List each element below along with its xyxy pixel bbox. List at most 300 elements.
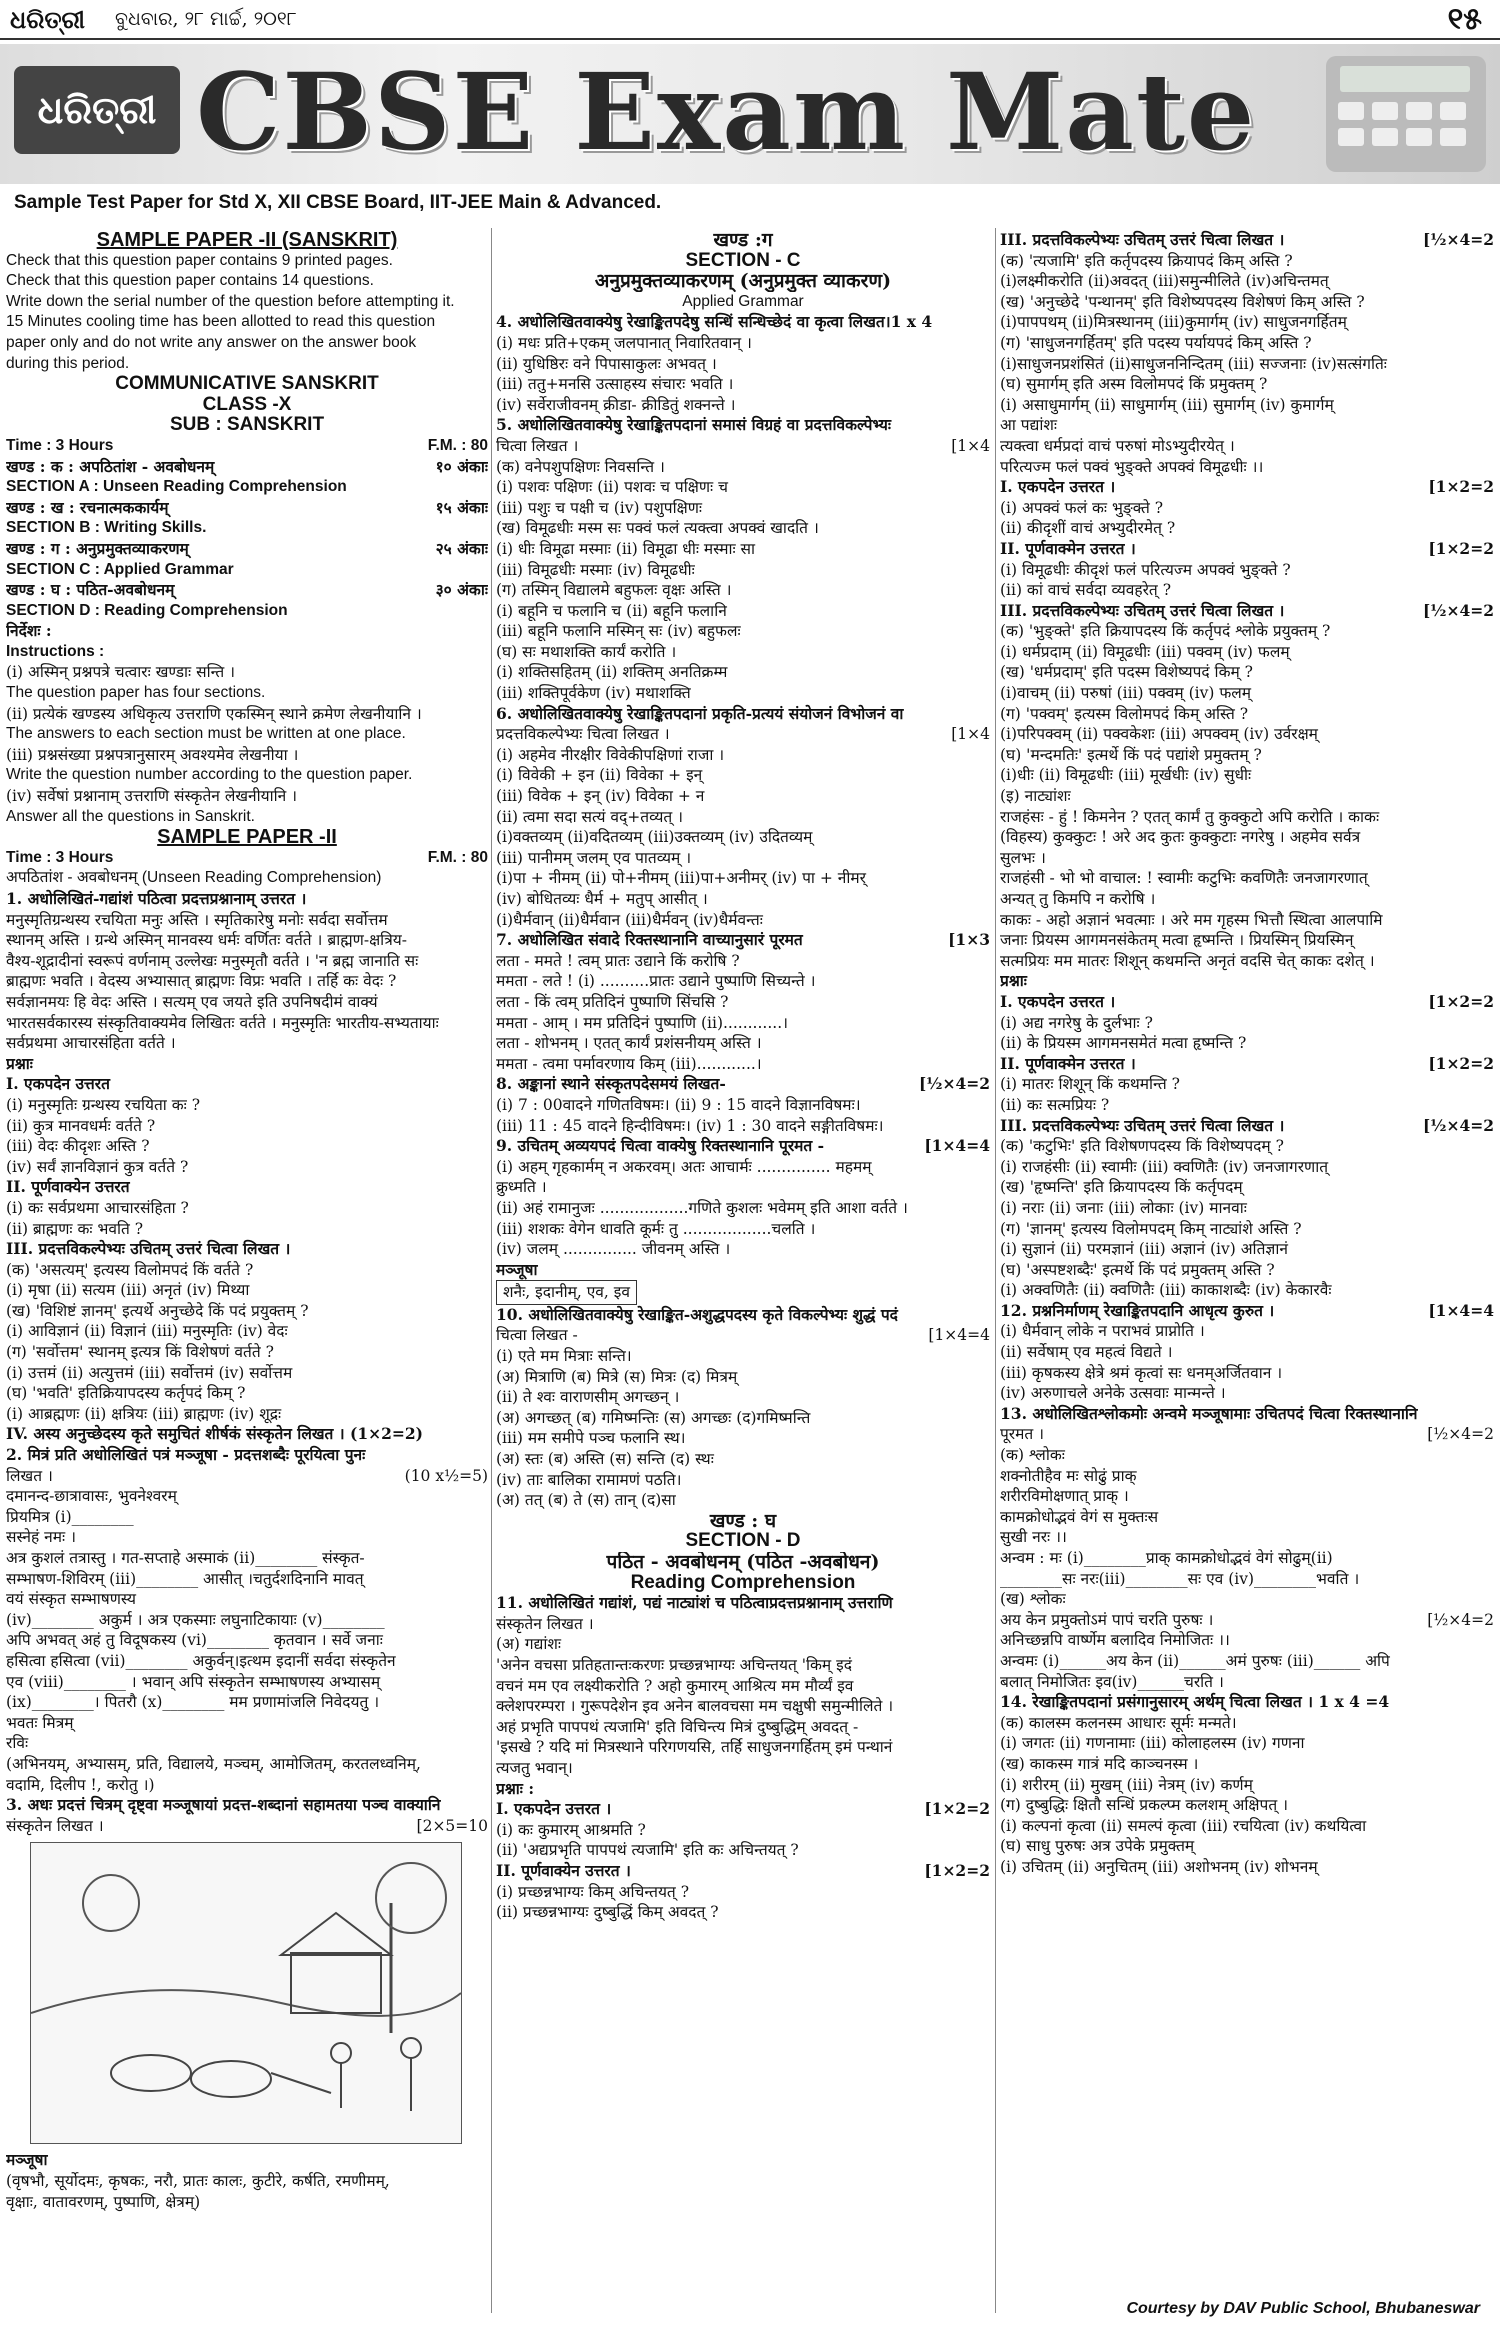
line-text: (ग) 'पक्वम्' इत्यस्म विलोमपदं किम् अस्ति ? [1000, 704, 1249, 723]
text-line [496, 1676, 990, 1697]
line-text: लिखत । [6, 1466, 53, 1485]
text-line [1000, 1074, 1494, 1095]
text-line [6, 1219, 488, 1240]
line-text: जनाः प्रियस्म आगमनसंकेतम् मत्वा हृष्मन्ति । प्रियस्मिन् प्रियस्मिन् [1000, 931, 1354, 950]
text-line [496, 1074, 990, 1095]
text-line [496, 436, 990, 457]
text-line [1000, 683, 1494, 704]
text-line [1000, 292, 1494, 313]
line-right-text: १० अंकाः [435, 456, 488, 476]
text-line [1000, 1527, 1494, 1548]
line-text: (i) धर्मप्रदाम् (ii) विमूढधीः (iii) पक्वम् (iv) फलम् [1000, 642, 1290, 661]
line-text: (ii) ते श्वः वाराणसीम् अगच्छन् । [496, 1388, 680, 1407]
text-line [1000, 910, 1494, 931]
line-text: Applied Grammar [682, 292, 804, 310]
line-text: (iii) ततु+मनसि उत्साहस्य संचारः भवति । [496, 375, 734, 394]
line-text: (iv) ताः बालिका रामामणं पठति। [496, 1470, 682, 1489]
line-text: Check that this question paper contains 14 questions. [6, 272, 374, 290]
text-line [1000, 1280, 1494, 1301]
text-line [6, 704, 488, 725]
text-line [496, 251, 990, 272]
line-text: SECTION D : Reading Comprehension [6, 601, 288, 619]
line-text: (i) नराः (ii) जनाः (iii) लोकाः (iv) मानवाः [1000, 1198, 1247, 1217]
text-line [496, 1177, 990, 1198]
line-right-text: [½×4=2 [918, 1074, 990, 1094]
line-text: (क) 'कटुभिः' इति विशेषणपदस्य किं विशेष्यपदम् ? [1000, 1137, 1284, 1156]
line-text: (i) बहूनि च फलानि च (ii) बहूनि फलानि [496, 601, 727, 620]
line-text: 10. अधोलिखितवाक्येषु रेखाङ्कित-अशुद्धपदस्य कृते विकल्पेभ्यः शुद्धं पदं [496, 1304, 898, 1324]
line-text: 4. अधोलिखितवाक्येषु रेखाङ्कितपदेषु सन्धिं सन्धिच्छेदं वा कृत्वा लिखत।1 x 4 [496, 312, 933, 332]
line-text: रविः [6, 1734, 29, 1753]
text-line [1000, 601, 1494, 622]
line-text: (iv) सर्वेषां प्रश्नानाम् उत्तराणि संस्कृतेन लेखनीयानि । [6, 787, 298, 806]
line-right-text: २५ अंकाः [435, 538, 488, 558]
line-text: (i)धैर्मवान् (ii)धैर्मवान (iii)धैर्मवन् (iv)धैर्मवन्तः [496, 910, 763, 929]
text-line [6, 1095, 488, 1116]
text-line [1000, 1733, 1494, 1754]
text-line [496, 1054, 990, 1075]
line-right-text: ३० अंकाः [435, 580, 488, 600]
text-line [496, 910, 990, 931]
text-line [1000, 1569, 1494, 1590]
line-text: सुखी नरः ।। [1000, 1528, 1067, 1547]
line-text: (i)पापपथम् (ii)मित्रस्थानम् (iii)कुमार्गम् (iv) साधुजनगर्हितम् [1000, 313, 1347, 332]
line-text: (ग) 'ज्ञानम्' इत्यस्य विलोमपदम् किम् नाट्यांशे अस्ति ? [1000, 1219, 1302, 1238]
text-line [6, 1424, 488, 1445]
line-text: (iv) सर्वं ज्ञानविज्ञानं कुत्र वर्तते ? [6, 1157, 189, 1176]
line-text: मञ्जूषा [6, 2150, 48, 2170]
line-text: (iv)________ अकुर्म । अत्र एकस्माः लघुनाटिकायाः (v)________ [6, 1610, 385, 1629]
tagline: Sample Test Paper for Std X, XII CBSE Board, IIT-JEE Main & Advanced. [14, 192, 662, 213]
line-text: वृक्षाः, वातावरणम्, पुष्पाणि, क्षेत्रम्) [6, 2192, 201, 2211]
line-text: II. पूर्णवाक्येन उत्तरत [6, 1177, 130, 1197]
line-text: अनुप्रमुक्तव्याकरणम् (अनुप्रमुक्त व्याकरण) [594, 271, 892, 292]
text-line [6, 930, 488, 951]
text-line [1000, 1363, 1494, 1384]
text-line [6, 354, 488, 375]
line-text: 'अनेन वचसा प्रतिहतान्तःकरणः प्रच्छन्नभाग्यः अचिन्तयत् 'किम् इदं [496, 1655, 852, 1674]
text-line [1000, 1672, 1494, 1693]
text-line [1000, 1507, 1494, 1528]
line-text: लता - शोभनम् । एतत् कार्यं प्रशंसनीयम् अस्ति । [496, 1034, 762, 1053]
text-line [496, 477, 990, 498]
issue-date: ବୁଧବାର, ୨୮ ମାର୍ଚ୍ଚ, ୨୦୧୮ [114, 8, 297, 30]
line-right-text: [1×4 [951, 725, 990, 744]
text-line [6, 1033, 488, 1054]
text-line [6, 2150, 488, 2171]
text-line [496, 498, 990, 519]
text-line [1000, 1713, 1494, 1734]
text-line [496, 1116, 990, 1137]
line-text: प्रदत्तविकल्पेभ्यः चित्वा लिखत । [496, 725, 670, 744]
line-text: (घ) सुमार्गम् इति अस्म विलोमपदं किं प्रमुक्तम् ? [1000, 375, 1268, 394]
text-line [1000, 807, 1494, 828]
text-line [496, 580, 990, 601]
line-text: निर्देशः : [6, 621, 52, 641]
line-text: (iii) वेदः कीदृशः अस्ति ? [6, 1137, 150, 1156]
text-line [496, 292, 990, 313]
text-line [1000, 271, 1494, 292]
text-line [6, 951, 488, 972]
text-line [496, 683, 990, 704]
text-line [6, 1651, 488, 1672]
text-line [1000, 1795, 1494, 1816]
text-line [1000, 560, 1494, 581]
text-line [496, 1280, 990, 1305]
line-right-text: [½×4=2 [1422, 230, 1494, 249]
line-text: खण्ड : ग : अनुप्रमुक्तव्याकरणम् [6, 538, 189, 558]
text-line [496, 745, 990, 766]
text-line [6, 2192, 488, 2213]
text-line [6, 1363, 488, 1384]
text-line [6, 1795, 488, 1816]
line-text: III. प्रदत्तविकल्पेभ्यः उचितम् उत्तरं चित्वा लिखत । [1000, 1115, 1285, 1135]
line-right-text: [1×2=2 [924, 1860, 990, 1880]
line-text: पठित - अवबोधनम् (पठित -अवबोधन) [606, 1552, 880, 1573]
text-line [1000, 868, 1494, 889]
line-text: शरीरविमोक्षणात् प्राक् । [1000, 1487, 1129, 1506]
line-text: (i) मृषा (ii) सत्यम (iii) अनृतं (iv) मिथ्या [6, 1281, 250, 1300]
line-text: Time : 3 Hours [6, 436, 114, 454]
line-text: (ii) कः सत्मप्रियः ? [1000, 1095, 1110, 1114]
line-text: 1. अधोलिखितं-गद्यांशं पठित्वा प्रदत्तप्रश्नानाम् उत्तरत । [6, 889, 307, 908]
line-text: 2. मित्रं प्रति अधोलिखितं पत्रं मञ्जूषा - प्रदत्तशब्दैः पूरयित्वा पुनः [6, 1445, 366, 1465]
text-line [1000, 395, 1494, 416]
line-right-text: [1×2=2 [1428, 477, 1494, 497]
text-line [6, 395, 488, 416]
line-text: (अभिनयम्, अभ्यासम्, प्रति, विद्यालये, मञ्चम्, आमोजितम्, करतलध्वनिम्, [6, 1754, 421, 1773]
text-line [496, 230, 990, 251]
text-line [496, 1655, 990, 1676]
text-line [1000, 498, 1494, 519]
line-text: (iii) प्रश्नसंख्या प्रश्नपत्रानुसारम् अवश्यमेव लेखनीया । [6, 745, 299, 764]
line-text: (घ) 'मन्दमतिः' इत्मर्थे किं पदं पद्यांशे प्रमुक्तम् ? [1000, 745, 1262, 764]
text-line [6, 1775, 488, 1796]
text-line [1000, 1033, 1494, 1054]
text-line [6, 1383, 488, 1404]
line-text: (iii) मम समीपे पञ्च फलानि स्थ। [496, 1429, 686, 1448]
text-line [496, 1387, 990, 1408]
text-line [6, 498, 488, 519]
text-line [496, 1325, 990, 1346]
text-line [496, 457, 990, 478]
text-line [1000, 1404, 1494, 1425]
line-text: 13. अधोलिखितश्लोकमोः अन्वमे मञ्जूषामाः उचितपदं चित्वा रिक्तस्थानानि [1000, 1403, 1418, 1423]
text-line [6, 333, 488, 354]
line-text: 5. अधोलिखितवाक्येषु रेखाङ्कितपदानां समासं विग्रहं वा प्रदत्तविकल्पेभ्यः [496, 415, 892, 435]
line-text: (ख) 'हृष्मन्ति' इति क्रियापदस्य किं कर्तृपदम् [1000, 1178, 1243, 1197]
line-text: ममता - त्वमा पर्मावरणाय किम् (iii)............। [496, 1054, 762, 1073]
text-line [496, 1239, 990, 1260]
line-text: लता - किं त्वम् प्रतिदिनं पुष्पाणि सिंचसि ? [496, 992, 729, 1011]
line-text: COMMUNICATIVE SANSKRIT [115, 374, 379, 395]
text-line [1000, 1301, 1494, 1322]
text-line [1000, 992, 1494, 1013]
line-text: (ख) विमूढधीः मस्म सः पक्वं फलं त्यक्त्वा अपक्वं खादति । [496, 519, 819, 538]
text-line [6, 580, 488, 601]
text-line [1000, 1260, 1494, 1281]
text-line [496, 1882, 990, 1903]
line-text: (i)धीः (ii) विमूढधीः (iii) मूर्खधीः (iv) सुधीः [1000, 766, 1252, 785]
text-line [6, 1342, 488, 1363]
line-text: संस्कृतेन लिखत । [6, 1816, 104, 1835]
text-line [496, 271, 990, 292]
text-line [6, 683, 488, 704]
line-text: (अ) गद्यांशः [496, 1635, 562, 1654]
text-line [6, 1157, 488, 1178]
text-line [1000, 971, 1494, 992]
line-text: आ पद्यांशः [1000, 416, 1058, 435]
line-text: (i) अद्य नगरेषु के दुर्लभाः ? [1000, 1013, 1153, 1032]
text-line [6, 992, 488, 1013]
line-text: सत्मप्रियः मम मातरः शिशून् कथमन्ति अनृतं वदसि चेत् काकः दशेत् । [1000, 951, 1375, 970]
text-line [6, 1445, 488, 1466]
line-text: (i) अपक्वं फलं कः भुङ्क्ते ? [1000, 498, 1164, 517]
line-text: क्रुध्मति । [496, 1178, 547, 1197]
line-text: III. प्रदत्तविकल्पेभ्यः उचितम् उत्तरं चित्वा लिखत । [1000, 230, 1285, 249]
line-text: संस्कृतेन लिखत । [496, 1614, 594, 1633]
text-line [496, 1408, 990, 1429]
line-text: SECTION - D [685, 1531, 801, 1552]
text-line [1000, 230, 1494, 251]
line-text: Answer all the questions in Sanskrit. [6, 807, 255, 825]
line-text: (i) कः कुमारम् आश्रमति ? [496, 1820, 646, 1839]
text-line [1000, 662, 1494, 683]
line-text: III. प्रदत्तविकल्पेभ्यः उचितम् उत्तरं चित्वा लिखत । [1000, 600, 1285, 620]
line-text: SUB : SANSKRIT [169, 415, 325, 436]
line-right-text: [½×4=2 [1422, 1115, 1494, 1135]
text-line [6, 889, 488, 910]
line-text: 8. अङ्कानां स्थाने संस्कृतपदेसमयं लिखत- [496, 1074, 726, 1094]
line-text: (iv) जलम् ............... जीवनम् अस्ति । [496, 1240, 731, 1259]
line-text: सुलभः । [1000, 848, 1046, 867]
line-text: (ग) दुष्बुद्धिः क्षितौ सन्धिं प्रकल्प्म कलशम् अक्षिपत् । [1000, 1796, 1288, 1815]
line-text: (क) 'त्यजामि' इति कर्तृपदस्य क्रियापदं किम् अस्ति ? [1000, 251, 1293, 270]
line-text: (क) वनेपशुपक्षिणः निवसन्ति । [496, 457, 665, 476]
line-text: 11. अधोलिखितं गद्यांशं, पद्यं नाट्यांशं च पठित्वाप्रदत्तप्रश्नानाम् उत्तराणि [496, 1593, 893, 1613]
text-line [496, 1260, 990, 1281]
text-line [496, 786, 990, 807]
text-line [6, 621, 488, 642]
line-text: III. प्रदत्तविकल्पेभ्यः उचितम् उत्तरं चित्वा लिखत । [6, 1239, 291, 1259]
text-line [496, 807, 990, 828]
line-text: हसित्वा हसित्वा (vii)________ अकुर्वन्।इत्थम इदानीं सर्वदा संस्कृतेन [6, 1651, 396, 1670]
line-text: अन्वमः (i)______अय केन (ii)______अमं पुरुषः (iii)______ अपि [1000, 1651, 1390, 1670]
text-line [6, 1301, 488, 1322]
text-line [6, 457, 488, 478]
text-line [1000, 1219, 1494, 1240]
text-line [1000, 1857, 1494, 1878]
line-text: (ग) तस्मिन् विद्यालमे बहुफलः वृक्षः अस्ति । [496, 581, 732, 600]
line-text: (ii) कीदृशीं वाचं अभ्युदीरमेत् ? [1000, 519, 1176, 538]
text-line [1000, 827, 1494, 848]
text-line [1000, 889, 1494, 910]
line-text: (क) श्लोकः [1000, 1446, 1065, 1465]
text-line [6, 1054, 488, 1075]
text-line [496, 1013, 990, 1034]
text-line [496, 1861, 990, 1882]
text-line [6, 910, 488, 931]
line-right-text: [½×4=2 [1422, 600, 1494, 620]
text-line [6, 374, 488, 395]
text-line [496, 992, 990, 1013]
text-line [496, 662, 990, 683]
line-text: (ग) 'साधुजनगर्हितम्' इति पदस्य पर्यायपदं किम् अस्ति ? [1000, 333, 1312, 352]
line-text: (i)वक्तव्यम् (ii)वदितव्यम् (iii)उक्तव्यम् (iv) उदितव्यम् [496, 828, 813, 847]
line-text: (i) आविज्ञानं (ii) विज्ञानं (iii) मनुस्मृतिः (iv) वेदः [6, 1322, 288, 1341]
line-text: II. पूर्णवाक्मेन उत्तरत । [1000, 538, 1136, 558]
line-text: Time : 3 Hours [6, 848, 114, 866]
text-line [1000, 1754, 1494, 1775]
line-text: परित्यज्म फलं पक्वं भुङ्क्ते अपक्वं विमूढधीः ।। [1000, 457, 1264, 476]
line-text: (ख) 'अनुच्छेदे 'पन्थानम्' इति विशेष्यपदस्य विशेषणं किम् अस्ति ? [1000, 292, 1365, 311]
line-text: (i) असाधुमार्गम् (ii) साधुमार्गम् (iii) सुमार्गम् (iv) कुमार्गम् [1000, 395, 1334, 414]
line-text: बलात् निमोजितः इव(iv)______चरति । [1000, 1672, 1224, 1691]
line-text: SECTION B : Writing Skills. [6, 519, 207, 537]
text-line [6, 724, 488, 745]
line-text: मञ्जूषा [496, 1259, 538, 1279]
line-text: (i)वाचम् (ii) परुषां (iii) पक्वम् (iv) फलम् [1000, 684, 1252, 703]
text-line [496, 827, 990, 848]
line-text: (i) मधः प्रति+एकम् जलपानात् निवारितवान् । [496, 333, 752, 352]
line-text: दमानन्द-छात्रावासः, भुवनेश्वरम् [6, 1487, 177, 1506]
line-text: शक्नोतीहैव मः सोढुं प्राक् [1000, 1466, 1137, 1485]
text-line [6, 786, 488, 807]
text-line [496, 1531, 990, 1552]
line-text: ब्राह्मणः भवति । वेदस्य अभ्यासात् ब्राह्मणः विप्रः भवति । तर्हि कः वेदः ? [6, 972, 397, 991]
line-text: खण्ड :ग [713, 230, 773, 251]
text-line [496, 1367, 990, 1388]
text-line [496, 1511, 990, 1532]
text-line [496, 1033, 990, 1054]
line-text: (ii) प्रच्छन्नभाग्यः दुष्बुद्धिं किम् अवदत् ? [496, 1903, 719, 1922]
line-text: त्यक्त्वा धर्मप्रदां वाचं परुषां मोऽभ्युदीरयेत् । [1000, 436, 1235, 455]
line-text: (i) मनुस्मृतिः ग्रन्थस्य रचयिता कः ? [6, 1095, 201, 1114]
line-text: ममता - आम् । मम प्रतिदिनं पुष्पाणि (ii)............। [496, 1013, 788, 1032]
text-line [496, 848, 990, 869]
line-text: (क) 'भुङ्क्ते' इति क्रियापदस्य किं कर्तृपदं श्लोके प्रयुक्तम् ? [1000, 622, 1331, 641]
text-line [1000, 1630, 1494, 1651]
text-line [1000, 704, 1494, 725]
text-line [496, 1614, 990, 1635]
line-text: भारतसर्वकारस्य संस्कृतिवाक्यमेव लिखितः वर्तते । मनुस्मृतिः भारतीय-सभ्यतायाः [6, 1013, 439, 1032]
line-text: The answers to each section must be written at one place. [6, 725, 406, 743]
line-text: सस्नेहं नमः । [6, 1528, 76, 1547]
line-text: (ख) काकस्म गात्रं मदि काञ्चनस्म । [1000, 1754, 1199, 1773]
line-text: (i) आब्रह्मणः (ii) क्षत्रियः (iii) ब्राह्मणः (iv) शूद्रः [6, 1404, 282, 1423]
line-text: राजहंसी - भो भो वाचाल: ! स्वामीः कटुभिः कवणितैः जनजागरणात् [1000, 869, 1368, 888]
line-right-text: १५ अंकाः [435, 497, 488, 517]
text-line [1000, 518, 1494, 539]
text-line [6, 807, 488, 828]
line-text: (iii) पशुः च पक्षी च (iv) पशुपक्षिणः [496, 498, 703, 517]
text-line [6, 1733, 488, 1754]
text-line [6, 971, 488, 992]
text-line [496, 1840, 990, 1861]
text-line [496, 1573, 990, 1594]
line-text: 15 Minutes cooling time has been allotted to read this question [6, 313, 436, 331]
line-right-text: (10 x½=5) [404, 1466, 488, 1485]
line-text: (i) एते मम मित्राः सन्ति। [496, 1347, 632, 1366]
line-text: (i) उत्तमं (ii) अत्युत्तमं (iii) सर्वोत्तमं (iv) सर्वोत्तम [6, 1363, 293, 1382]
line-right-text: [1×2=2 [1428, 538, 1494, 558]
line-text: अपठितांश - अवबोधनम् (Unseen Reading Comprehension) [6, 869, 382, 887]
text-line [496, 889, 990, 910]
line-text: त्यजतु भवान्। [496, 1758, 573, 1777]
line-text: SAMPLE PAPER -II (SANSKRIT) [96, 230, 398, 251]
line-text: अय केन प्रमुक्तोऽमं पापं चरति पुरुषः । [1000, 1610, 1214, 1629]
text-line [6, 1321, 488, 1342]
text-line [496, 1198, 990, 1219]
text-line [1000, 1177, 1494, 1198]
text-line [496, 333, 990, 354]
line-text: (इ) नाट्यांशः [1000, 787, 1071, 806]
farmer-illustration [30, 1842, 462, 2144]
text-line [1000, 951, 1494, 972]
line-right-text: F.M. : 80 [427, 848, 488, 866]
text-line [1000, 1486, 1494, 1507]
line-text: (iii) विवेक + इन् (iv) विवेका + न [496, 787, 705, 806]
line-text: II. पूर्णवाक्येन उत्तरत । [496, 1860, 631, 1880]
exam-mate-banner [0, 44, 1500, 184]
text-line [6, 765, 488, 786]
line-text: खण्ड : घ [709, 1510, 777, 1532]
line-right-text: [1×2=2 [1428, 1053, 1494, 1073]
text-line [1000, 333, 1494, 354]
line-text: भवतः मित्रम् [6, 1713, 74, 1732]
line-text: (iii) शशकः वेगेन धावति कूर्मः तु ..................चलति । [496, 1219, 816, 1238]
text-line [1000, 1610, 1494, 1631]
line-text: मनुस्मृतिग्रन्थस्य रचयिता मनुः अस्ति । स्मृतिकारेषु मनोः सर्वदा सर्वोत्तम [6, 910, 388, 929]
courtesy-credit: Courtesy by DAV Public School, Bhubaneswar [1126, 2300, 1480, 2317]
text-line [6, 312, 488, 333]
text-line [6, 518, 488, 539]
text-line [6, 477, 488, 498]
line-text: (अ) मित्राणि (ब) मित्रे (स) मित्रः (द) मित्रम् [496, 1367, 738, 1386]
line-text: paper only and do not write any answer on the answer book [6, 333, 417, 351]
text-line [1000, 930, 1494, 951]
line-text: प्रश्नाः : [496, 1778, 535, 1798]
line-text: (iii) 11 : 45 वादने हिन्दीविषमः। (iv) 1 : 30 वादने सङ्गीतविषमः। [496, 1116, 884, 1135]
line-text: 7. अधोलिखित संवादे रिक्तस्थानानि वाच्यानुसारं पूरमत [496, 930, 803, 950]
line-text: (i) शरीरम् (ii) मुखम् (iii) नेत्रम् (iv) कर्णम् [1000, 1775, 1253, 1794]
text-line [1000, 1775, 1494, 1796]
text-line [496, 1136, 990, 1157]
text-line [6, 642, 488, 663]
line-text: चित्वा लिखत । [496, 436, 579, 455]
line-text: SAMPLE PAPER -II [157, 827, 337, 848]
text-line [1000, 1816, 1494, 1837]
line-text: (i) कः सर्वप्रथमा आचारसंहिता ? [6, 1198, 189, 1217]
line-text: (अ) स्तः (ब) अस्ति (स) सन्ति (द) स्थः [496, 1450, 714, 1469]
line-right-text: [½×4=2 [1427, 1610, 1494, 1629]
line-right-text: [1×4=4 [1428, 1300, 1494, 1320]
line-text: पूरमत । [1000, 1425, 1045, 1444]
text-line [1000, 477, 1494, 498]
text-line [496, 1346, 990, 1367]
line-text: 12. प्रश्ननिर्माणम् रेखाङ्कितपदानि आधृत्य कुरुत । [1000, 1300, 1275, 1320]
text-line [496, 951, 990, 972]
text-line [6, 251, 488, 272]
text-line [6, 1239, 488, 1260]
line-text: SECTION C : Applied Grammar [6, 560, 234, 578]
text-line [1000, 251, 1494, 272]
text-line [6, 1116, 488, 1137]
text-line [1000, 745, 1494, 766]
line-text: (i) विमूढधीः कीदृशं फलं परित्यज्म अपक्वं भुङ्क्ते ? [1000, 560, 1291, 579]
line-text: 6. अधोलिखितवाक्येषु रेखाङ्कितपदानां प्रकृति-प्रत्ययं संयोजनं विभोजनं वा [496, 703, 904, 723]
line-text: (ii) कां वाचं सर्वदा व्यवहरेत् ? [1000, 581, 1172, 600]
